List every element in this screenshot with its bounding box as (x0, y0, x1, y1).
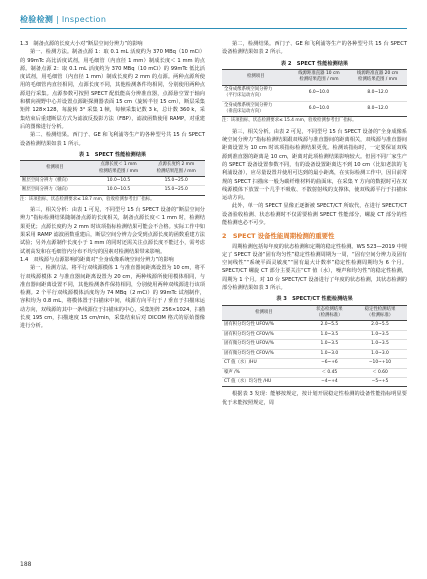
table-row: 全身成像系统空间分辨力 （垂直床运动方向） 6.0~10.0 8.0~12.0 (222, 101, 407, 117)
table-header: 线源距准直器 10 cm 检测结果范围 / mm (290, 69, 349, 85)
paragraph: 此外，单一的 SPECT 显像正逐渐被 SPECT/CT 所取代，在进行 SPECT/CT 设备验收检测、状态检测时不仅需要检测 SPECT 性能部分，螺旋 CT 部分的性能检测也必不可少。 (222, 203, 407, 226)
table-header: 状态检测结果 （检测标准） (306, 305, 353, 321)
table-row: 固有微分均匀性 CFOV/% 1.0~3.0 1.0~3.0 (222, 349, 407, 358)
left-column (20, 40, 205, 331)
table-header: 点源长度约 2 mm 检测结果范围 / mm (147, 161, 205, 177)
table-header: 点源长度＜ 1 mm 检测结果范围 / mm (90, 161, 148, 177)
table-2-note: 注：该项指标，状态检测要求≤ 15.4 mm，验收检测参考出厂指标。 (222, 118, 357, 124)
paragraph: 第一、检测方法。制备点源 1：取 0.1 mL 活度约为 370 MBq（10 mCi）的 99mTc 高比活度试剂，用毛细管（内直径 1 mm）制成长度＜ 1 mm 的点源。制备点源 2：取 0.1 mL 活度约为 370 MBq（10 mCi）的 99mTc 低比活度试剂，用毛细管（内直径 1 mm）制成长度约 2 mm 的点源。两种点源所使用的毛细管内直径相同，点源长度不同，其他检测条件均相同，分别使用两种点源进行采集。点源参数可按照 SPECT 配低能高分辨准直器，点源悬空置于轴向和横向视野中心并设置点源距探测器表面 15 cm（旋转半径 15 cm），断层采集矩阵 128×128，每旋转 3° 采集 1 帧，每帧采集记数 3 k，总计数 360 k，采集结束后重建断层方式为滤波反投影方法（FBP），滤波函数使用 RAMP，对重建后的图像进行分析。 (20, 49, 205, 130)
table-header: 稳定性检测结果 （检测标准） (353, 305, 407, 321)
header-rule (20, 28, 407, 29)
subsection-1-4: 1.4 双线源与点源影响的距离对“全身成像系统空间分辨力”的影响 (20, 256, 174, 263)
table-row: 噪声 /% ＜ 0.45 ＜ 0.60 (222, 368, 407, 377)
paragraph: 根据表 3 发现：能够按规定，按计划开展稳定性检测的设备性能指标明显要优于未能按照规定，周 (222, 391, 407, 406)
table-header: 检测项目 (222, 305, 306, 321)
table-1-caption: 表 1 SPECT 性能检测结果 (78, 151, 147, 158)
page-number: 188 (20, 561, 32, 568)
table-header: 检测项目 (20, 161, 90, 177)
right-column (222, 40, 407, 407)
paragraph: 周期检测包括每年度的状态检测和定期的稳定性检测。WS 523—2019 中规定了 SPECT 设备“固有均匀性”稳定性检测周期为一周，“固有空间分辨力及固有空间线性”“系统平面灵敏度”“固有最大计数率”稳定性检测周期均为 6 个月。SPECT/CT 螺旋 CT 部分主要关注“CT 值（水），噪声和均匀性”的稳定性检测，周期为 1 个月。对 10 台 SPECT/CT 设备进行了年度的状态检测，其状态检测的部分检测结果如表 3 所示。 (222, 243, 407, 292)
page-header (0, 0, 427, 40)
table-1-note: 注：该项指标，状态检测要求≤ 18.7 mm，验收检测参考出厂指标。 (20, 196, 155, 202)
paragraph: 第一，检测方法。将平行双线源模体 1 与准直器间距离设置为 10 cm，将平行双线源模体 2 与准直器间距离设置为 20 cm，两种线源所使用模体相同，与准直器间距离设置不同，其他检测条件保持相同，分别使用两种双线源进行该项检测。2 个平行双线源模体活度均为 74 MBq（2 mCi）的 99mTc 试剂制作，容积均为 0.8 mL，将模体置于扫描床中间，线源方向平行于 / 垂直于扫描床运动方向，双线源的其中一条线源位于扫描床的中心，采集矩阵 256×1024，扫描长度 195 cm，扫描速度 15 cm/min，采集结束后对 DICOM 格式的原始图像进行分析。 (20, 265, 205, 330)
table-3 (222, 305, 407, 388)
table-row: 全身成像系统空间分辨力 （平行床运动方向） 6.0~10.0 8.0~12.0 (222, 85, 407, 101)
table-2-caption: 表 2 SPECT 性能检测结果 (280, 60, 349, 67)
paragraph: 第二、检测结果。西门子、GE 和飞利浦等生产的各种型号共 15 台 SPECT 设备检测结果如表 1 所示。 (20, 132, 205, 147)
table-row: 固有微分均匀性 UFOV/% 1.0~3.5 1.0~3.5 (222, 340, 407, 349)
table-1 (20, 160, 205, 196)
header-title: 检验检测 | Inspection (20, 15, 107, 24)
table-header: 检测项目 (222, 69, 290, 85)
paragraph: 第二，检测结果。西门子、GE 和飞利浦等生产的各种型号共 15 台 SPECT 设备检测结果如表 2 所示。 (222, 41, 407, 56)
table-row: CT 值（水）均匀性 /HU −4~+4 −5~+5 (222, 377, 407, 386)
paragraph: 第三，相关分析。由表 2 可见，不同型号 15 台 SPECT 设备的“全身成像系统空间分辨力”指标检测结果跟双线源与准直器间的距离相关，双线源与准直器间距离设置为 10 cm 时该项指标检测结果更优。检测该指标时，一定要保证双线源到准直器的距离是 10 cm，距离对此项检测结果影响较大。但因不同厂家生产的 SPECT 设备设置参数不同，有的设备设置距离达不到 10 cm（比如老款的飞利浦设备），应尽量设置并使用可达到的最小距离，在实际检测工作中，因目前常规的 SPECT 扫描床一般为碳纤维材料的曲面床，在采集 Y 方向的数据时可在双线源模体下放置一个几乎不吸收、不散射射线的支撑体，使双线源平行于扫描床运动方向。 (222, 128, 407, 202)
table-3-caption: 表 3 SPECT/CT 性能检测结果 (276, 296, 353, 303)
paragraph: 第三，相关分析：由表 1 可见，不同型号 15 台 SPECT 设备的“断层空间分辨力”指标检测结果随制备点源的长度相关，制备点源长度＜ 1 mm 时，检测结果更优；点源长度约为 2 mm 时该项指标检测结果可能会不合格。实际工作中如果采用 RAMP 滤波函数重建后，断层空间分辨力会受到点源长度的函数重建方法试验；另外点源制作长度小于 1 mm 的同时还需关注点源长度不能过小，需考虑试剂高发和在毛细管内分布不均匀的因素对检测结果带来影响。 (20, 207, 205, 255)
table-row: CT 值（水）/HU −6~+6 −10~+10 (222, 359, 407, 368)
table-2 (222, 69, 407, 117)
table-row: 固有积分均匀性 CFOV/% 1.0~3.5 1.0~3.5 (222, 330, 407, 339)
table-row: 断层空间分辨力（横向） 10.0~10.5 15.0~25.0 (20, 176, 205, 185)
section-2-heading: 2 SPECT 设备性能周期检测的重要性 (222, 232, 335, 241)
table-row: 断层空间分辨力（轴向） 10.0~10.5 15.0~25.0 (20, 186, 205, 195)
subsection-1-3: 1.3 制备点源的长度大小对“断层空间分辨力”的影响 (20, 41, 143, 47)
table-header: 线源距准直器 20 cm 检测结果范围 / mm (348, 69, 407, 85)
table-row: 固有积分均匀性 UFOV/% 2.0~5.5 2.0~5.5 (222, 321, 407, 330)
